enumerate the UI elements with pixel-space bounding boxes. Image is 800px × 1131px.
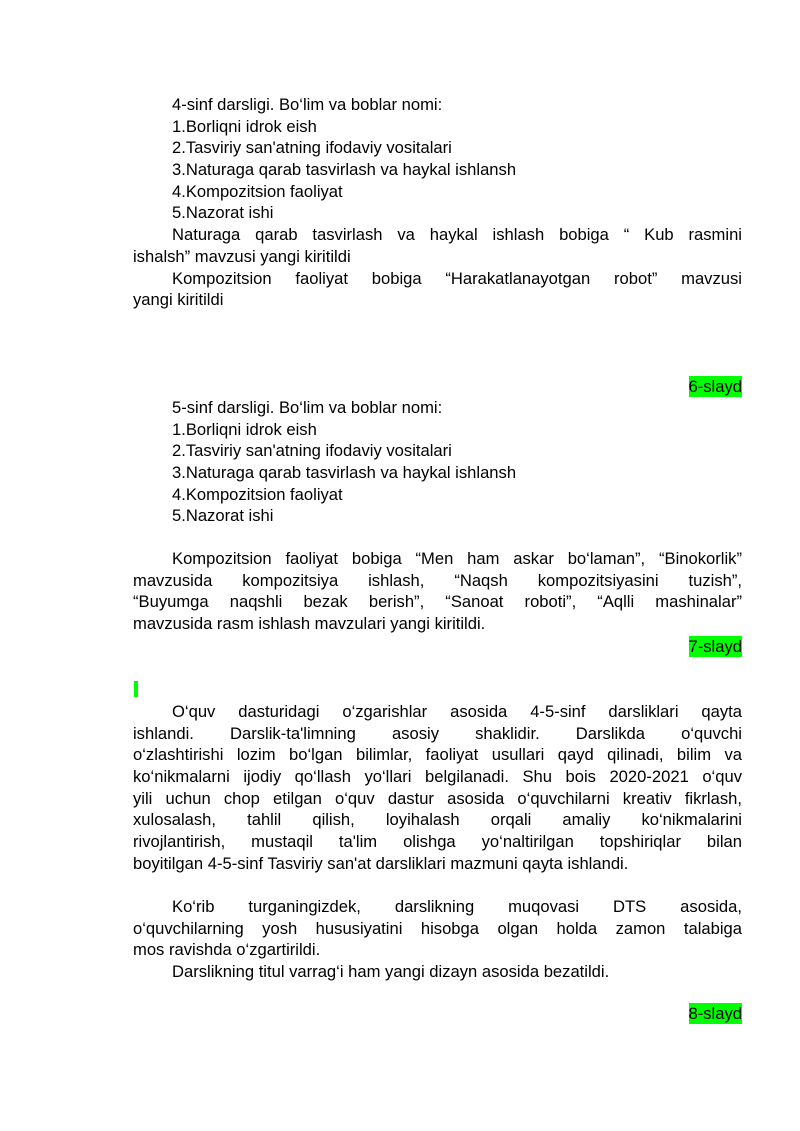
list-item: 2.Tasviriy san'atning ifodaviy vositalari <box>172 441 452 461</box>
paragraph-line: mavzusida rasm ishlash mavzulari yangi kiritildi. <box>133 614 486 634</box>
paragraph-line: Darslikning titul varrag‘i ham yangi dizayn asosida bezatildi. <box>172 962 610 982</box>
list-item: 5.Nazorat ishi <box>172 203 274 223</box>
paragraph-line: mavzusida kompozitsiya ishlash, “Naqsh kompozitsiyasini tuzish”, <box>133 570 742 590</box>
highlight-marker <box>134 681 138 697</box>
list-item: 1.Borliqni idrok eish <box>172 116 317 136</box>
section-heading: 4-sinf darsligi. Bo‘lim va boblar nomi: <box>172 95 443 114</box>
list-item: 4.Kompozitsion faoliyat <box>172 181 343 201</box>
paragraph-line: rivojlantirish, mustaqil ta'lim olishga yo‘naltirilgan topshiriqlar bilan <box>133 832 742 852</box>
slide-label-row <box>133 376 742 398</box>
paragraph-line: yangi kiritildi <box>133 290 224 310</box>
paragraph-line: ishalsh” mavzusi yangi kiritildi <box>133 246 351 266</box>
slide-label-row <box>133 1003 742 1025</box>
paragraph-line: O‘quv dasturidagi o‘zgarishlar asosida 4-5-sinf darsliklari qayta <box>172 702 742 721</box>
paragraph-line: yili uchun chop etilgan o‘quv dastur asosida o‘quvchilarni kreativ fikrlash, <box>133 788 742 808</box>
list-item: 4.Kompozitsion faoliyat <box>172 484 343 504</box>
list-item: 2.Tasviriy san'atning ifodaviy vositalari <box>172 138 452 158</box>
list-item: 3.Naturaga qarab tasvirlash va haykal ishlansh <box>172 463 517 483</box>
section-5-sinf <box>133 397 742 527</box>
slide-label-row <box>133 636 742 658</box>
paragraph-line: Naturaga qarab tasvirlash va haykal ishlash bobiga “ Kub rasmini <box>172 225 742 245</box>
slide-label: 8-slayd <box>688 1004 742 1023</box>
paragraph-line: mos ravishda o‘zgartirildi. <box>133 940 321 960</box>
section-muqova <box>133 896 742 983</box>
slide-label: 7-slayd <box>688 637 742 656</box>
paragraph-line: boyitilgan 4-5-sinf Tasviriy san'at darsliklari mazmuni qayta ishlandi. <box>133 853 629 873</box>
section-heading: 5-sinf darsligi. Bo‘lim va boblar nomi: <box>172 398 443 417</box>
paragraph-line: ishlandi. Darslik-ta'limning asosiy shaklidir. Darslikda o‘quvchi <box>133 723 742 743</box>
section-5-sinf-paragraph <box>133 548 742 635</box>
paragraph-line: o‘quvchilarning yosh hususiyatini hisobga olgan holda zamon talabiga <box>133 918 742 938</box>
list-item: 5.Nazorat ishi <box>172 506 274 526</box>
paragraph-line: Kompozitsion faoliyat bobiga “Harakatlanayotgan robot” mavzusi <box>172 268 742 288</box>
paragraph-line: ko‘nikmalarni ijodiy qo‘llash yo‘llari belgilanadi. Shu bois 2020-2021 o‘quv <box>133 767 742 787</box>
list-item: 3.Naturaga qarab tasvirlash va haykal ishlansh <box>172 160 517 180</box>
paragraph-line: o‘zlashtirishi lozim bo‘lgan bilimlar, faoliyat usullari qayd qilinadi, bilim va <box>133 745 742 765</box>
section-4-sinf <box>133 94 742 311</box>
section-darslik <box>133 701 742 875</box>
paragraph-line: xulosalash, tahlil qilish, loyihalash orqali amaliy ko‘nikmalarini <box>133 810 742 830</box>
slide-label: 6-slayd <box>688 377 742 396</box>
list-item: 1.Borliqni idrok eish <box>172 419 317 439</box>
paragraph-line: Ko‘rib turganingizdek, darslikning muqovasi DTS asosida, <box>172 897 742 916</box>
paragraph-line: Kompozitsion faoliyat bobiga “Men ham askar bo‘laman”, “Binokorlik” <box>172 549 742 568</box>
paragraph-line: “Buyumga naqshli bezak berish”, “Sanoat roboti”, “Aqlli mashinalar” <box>133 592 742 612</box>
